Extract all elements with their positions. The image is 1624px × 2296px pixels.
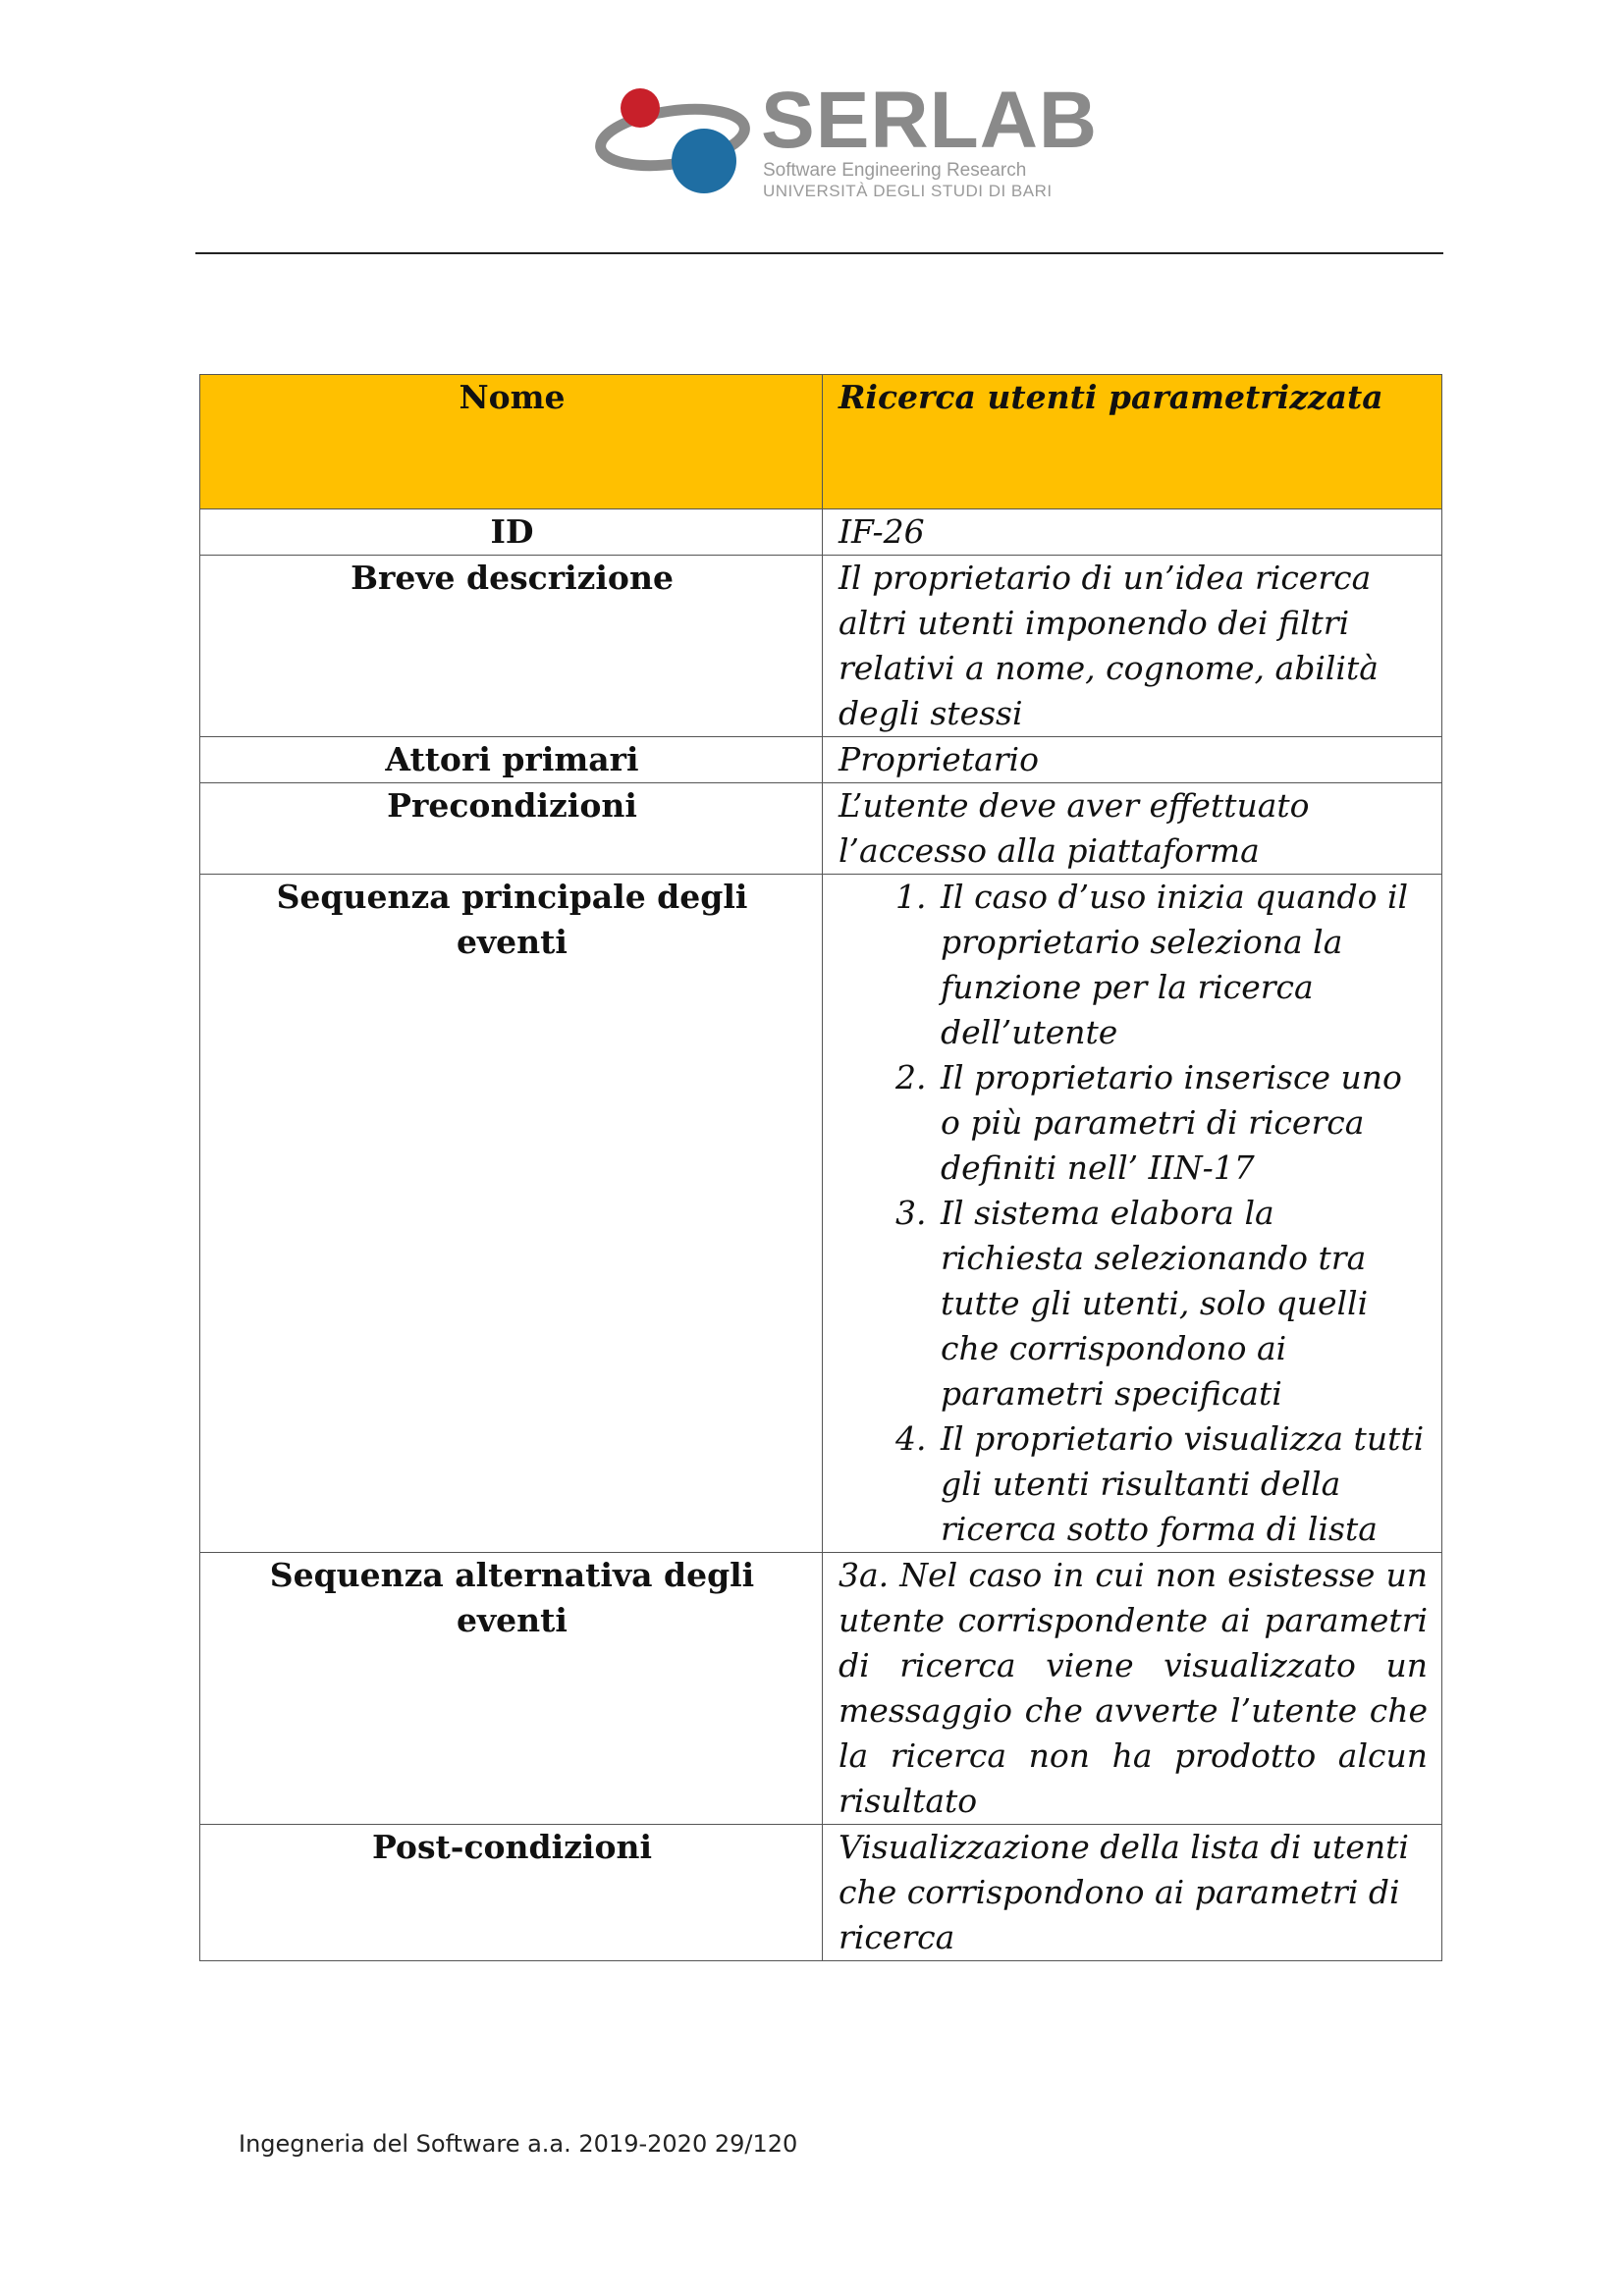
precondizioni-label: Precondizioni bbox=[200, 783, 823, 875]
sequenza-alternativa-label: Sequenza alternativa degli eventi bbox=[200, 1553, 823, 1825]
row-post-condizioni bbox=[200, 1825, 1442, 1961]
post-condizioni-value: Visualizzazione della lista di utenti che corrispondono ai parametri di ricerca bbox=[823, 1825, 1442, 1961]
row-descrizione bbox=[200, 556, 1442, 737]
step-item: 4. Il proprietario visualizza tutti gli utenti risultanti della ricerca sotto forma di lista bbox=[937, 1416, 1428, 1552]
row-sequenza-principale bbox=[200, 875, 1442, 1553]
row-id bbox=[200, 509, 1442, 556]
serlab-logo bbox=[594, 76, 1099, 204]
step-item: 3. Il sistema elabora la richiesta selezionando tra tutte gli utenti, solo quelli che corrispondono ai parametri specificati bbox=[937, 1191, 1428, 1416]
nome-label: Nome bbox=[200, 375, 823, 509]
attori-label: Attori primari bbox=[200, 737, 823, 783]
post-condizioni-label: Post-condizioni bbox=[200, 1825, 823, 1961]
precondizioni-value: L’utente deve aver effettuato l’accesso alla piattaforma bbox=[823, 783, 1442, 875]
page-footer: Ingegneria del Software a.a. 2019-2020 29/120 bbox=[239, 2130, 798, 2158]
header-divider bbox=[195, 252, 1443, 254]
sequenza-principale-value bbox=[823, 875, 1442, 1553]
logo-title: SERLAB bbox=[761, 76, 1099, 165]
step-item: 1. Il caso d’uso inizia quando il proprietario seleziona la funzione per la ricerca dell’utente bbox=[937, 875, 1428, 1055]
row-sequenza-alternativa bbox=[200, 1553, 1442, 1825]
logo-university: UNIVERSITÀ DEGLI STUDI DI BARI bbox=[763, 182, 1053, 200]
descrizione-label: Breve descrizione bbox=[200, 556, 823, 737]
id-value: IF-26 bbox=[823, 509, 1442, 556]
id-label: ID bbox=[200, 509, 823, 556]
logo-subtitle: Software Engineering Research bbox=[763, 160, 1027, 181]
step-item: 2. Il proprietario inserisce uno o più parametri di ricerca definiti nell’ IIN-17 bbox=[937, 1055, 1428, 1191]
serlab-orbit-icon bbox=[594, 86, 761, 204]
nome-value: Ricerca utenti parametrizzata bbox=[823, 375, 1442, 509]
steps-list bbox=[839, 875, 1428, 1552]
row-attori bbox=[200, 737, 1442, 783]
sequenza-alternativa-value: 3a. Nel caso in cui non esistesse un utente corrispondente ai parametri di ricerca viene visualizzato un messaggio che avverte l’utente che la ricerca non ha prodotto alcun risultato bbox=[823, 1553, 1442, 1825]
row-precondizioni bbox=[200, 783, 1442, 875]
sequenza-principale-label: Sequenza principale degli eventi bbox=[200, 875, 823, 1553]
use-case-table bbox=[199, 374, 1442, 1961]
descrizione-value: Il proprietario di un’idea ricerca altri utenti imponendo dei filtri relativi a nome, cognome, abilità degli stessi bbox=[823, 556, 1442, 737]
row-nome bbox=[200, 375, 1442, 509]
attori-value: Proprietario bbox=[823, 737, 1442, 783]
